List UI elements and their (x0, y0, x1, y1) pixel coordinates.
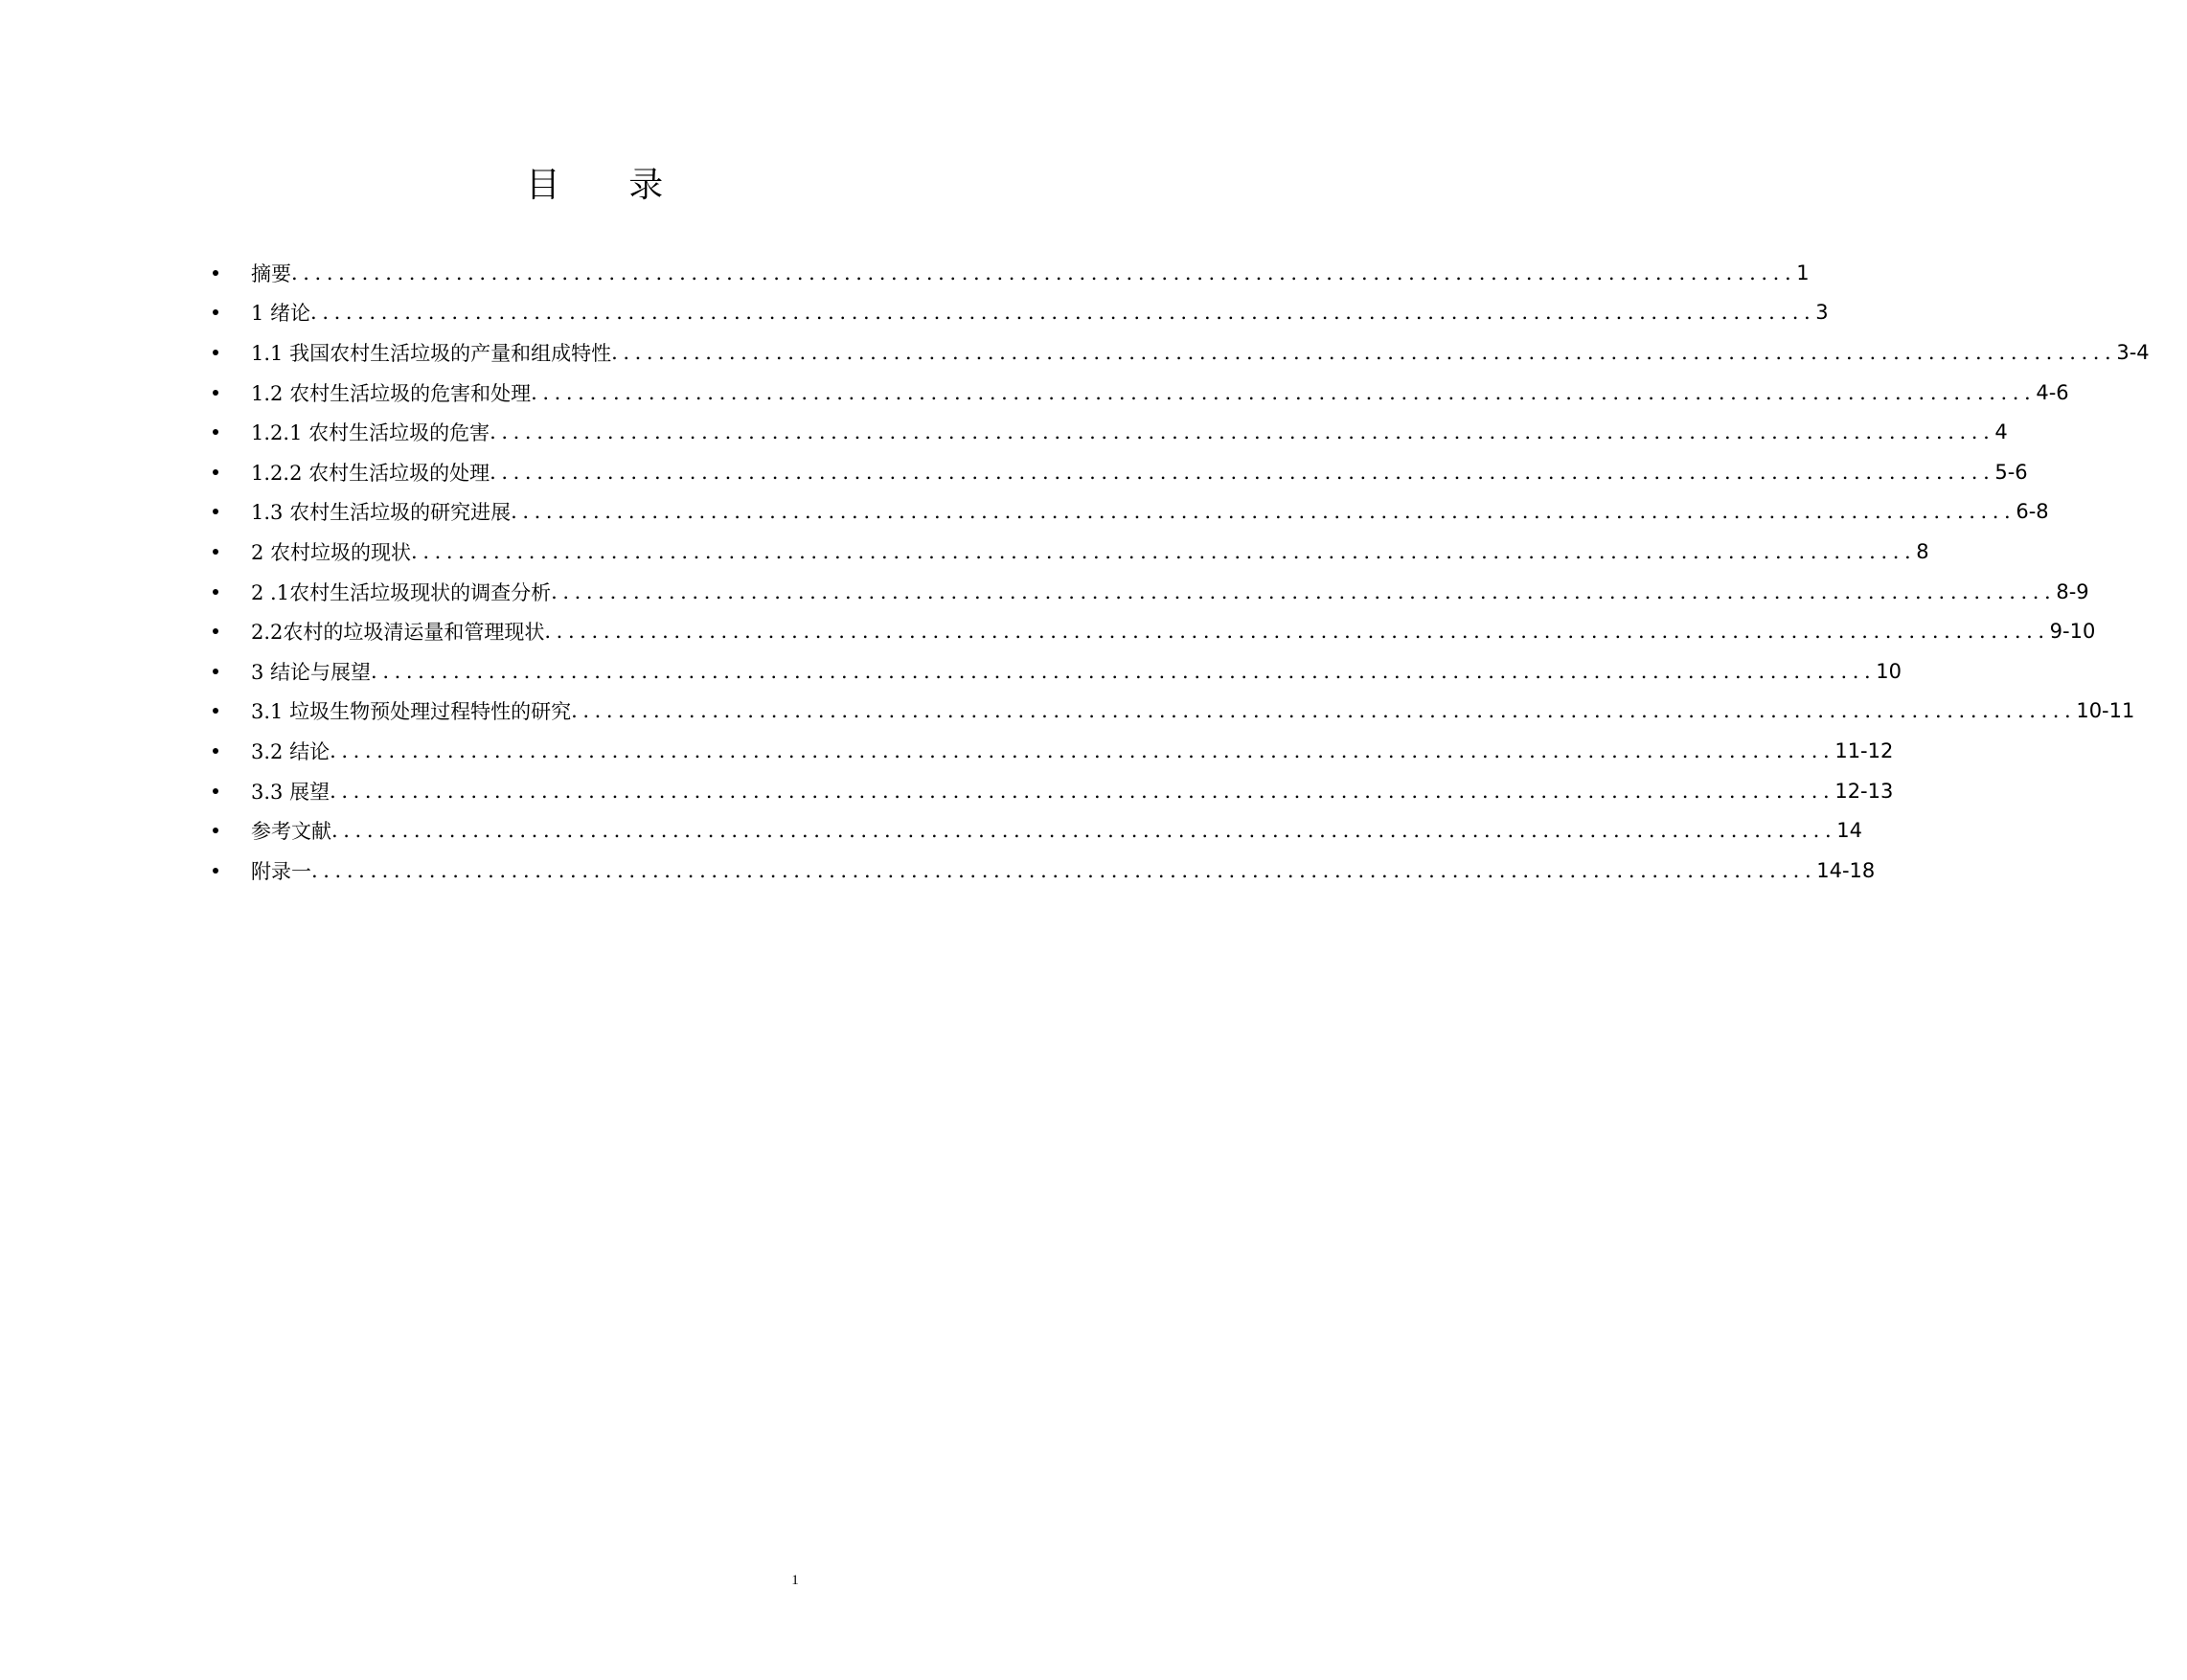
toc-entry-page: 8 (1916, 539, 1929, 563)
bullet-icon (213, 589, 218, 595)
dot-leader: ................................................................................................................................ (330, 779, 1835, 803)
toc-entry-content (251, 851, 1876, 891)
toc-entry-content (251, 651, 1902, 692)
dot-leader: ................................................................................................................................ (490, 460, 1995, 484)
toc-entry-content (251, 293, 1829, 333)
toc-entry-page: 4-6 (2036, 380, 2069, 404)
toc-entry-label: 3.1 垃圾生物预处理过程特性的研究 (251, 700, 572, 724)
toc-entry-label: 2 农村垃圾的现状 (251, 540, 412, 564)
toc-entry-content (251, 771, 1894, 811)
toc-entry-1-2[interactable] (213, 373, 2069, 413)
bullet-icon (213, 828, 218, 833)
dot-leader: ................................................................................................................................ (571, 699, 2077, 723)
toc-entry-2-1[interactable] (213, 572, 2089, 612)
dot-leader: ................................................................................................................................ (311, 858, 1817, 882)
toc-entry-content (251, 611, 2096, 651)
toc-entry-page: 9-10 (2049, 620, 2096, 644)
toc-entry-content (251, 492, 2049, 533)
page-number: 1 (791, 1573, 799, 1588)
dot-leader: ................................................................................................................................ (411, 539, 1917, 563)
toc-entry-page: 4 (1994, 420, 2008, 444)
toc-entry-label: 1.1 我国农村生活垃圾的产量和组成特性 (251, 341, 612, 365)
toc-entry-content (251, 692, 2135, 732)
bullet-icon (213, 708, 218, 714)
dot-leader: ................................................................................................................................ (531, 380, 2037, 404)
toc-entry-page: 5-6 (1994, 460, 2028, 484)
toc-entry-3[interactable] (213, 651, 1902, 692)
toc-entry-page: 12-13 (1834, 779, 1894, 803)
toc-entry-3-2[interactable] (213, 731, 1894, 771)
toc-entry-label: 2.2农村的垃圾清运量和管理现状 (251, 621, 545, 645)
toc-entry-label: 2 .1农村生活垃圾现状的调查分析 (251, 580, 552, 604)
bullet-icon (213, 669, 218, 674)
toc-entry-content (251, 373, 2069, 413)
dot-leader: ................................................................................................................................ (331, 819, 1837, 843)
table-of-contents (213, 253, 2150, 891)
toc-entry-content (251, 253, 1810, 293)
toc-entry-1[interactable] (213, 293, 1829, 333)
toc-entry-content (251, 452, 2028, 492)
toc-entry-page: 3 (1815, 301, 1829, 325)
bullet-icon (213, 509, 218, 514)
toc-entry-content (251, 810, 1862, 851)
toc-entry-content (251, 731, 1894, 771)
toc-entry-page: 14-18 (1816, 858, 1876, 882)
bullet-icon (213, 788, 218, 794)
dot-leader: ................................................................................................................................ (511, 500, 2016, 524)
bullet-icon (213, 350, 218, 355)
toc-entry-page: 10 (1876, 659, 1902, 683)
toc-entry-label: 附录一 (251, 859, 311, 883)
dot-leader: ................................................................................................................................ (371, 659, 1877, 683)
toc-entry-label: 摘要 (251, 261, 291, 285)
toc-entry-2-2[interactable] (213, 611, 2096, 651)
dot-leader: ................................................................................................................................ (310, 301, 1816, 325)
dot-leader: ................................................................................................................................ (544, 620, 2050, 644)
toc-entry-label: 参考文献 (251, 820, 331, 844)
dot-leader: ................................................................................................................................ (611, 340, 2117, 364)
toc-entry-1-3[interactable] (213, 492, 2049, 533)
toc-entry-content (251, 412, 2008, 452)
bullet-icon (213, 309, 218, 315)
toc-entry-label: 1.2.1 农村生活垃圾的危害 (251, 421, 490, 445)
dot-leader: ................................................................................................................................ (551, 579, 2057, 603)
toc-entry-2[interactable] (213, 532, 1929, 572)
toc-entry-page: 1 (1796, 261, 1810, 284)
toc-entry-page: 11-12 (1834, 738, 1894, 762)
toc-entry-content (251, 532, 1929, 572)
toc-entry-label: 1.3 农村生活垃圾的研究进展 (251, 501, 512, 525)
bullet-icon (213, 868, 218, 874)
bullet-icon (213, 390, 218, 396)
bullet-icon (213, 549, 218, 555)
toc-entry-1-2-1[interactable] (213, 412, 2008, 452)
toc-entry-label: 1.2.2 农村生活垃圾的处理 (251, 461, 490, 485)
bullet-icon (213, 270, 218, 276)
toc-entry-page: 6-8 (2016, 500, 2049, 524)
toc-entry-label: 1 绪论 (251, 302, 311, 326)
toc-entry-3-3[interactable] (213, 771, 1894, 811)
toc-entry-references[interactable] (213, 810, 1862, 851)
toc-entry-content (251, 332, 2150, 373)
toc-entry-page: 8-9 (2056, 579, 2089, 603)
toc-entry-page: 14 (1836, 819, 1862, 843)
dot-leader: ................................................................................................................................ (490, 420, 1995, 444)
dot-leader: ................................................................................................................................ (291, 261, 1797, 284)
page-title: 目 录 (525, 166, 693, 205)
bullet-icon (213, 429, 218, 435)
toc-entry-1-1[interactable] (213, 332, 2150, 373)
toc-entry-appendix-1[interactable] (213, 851, 1876, 891)
toc-entry-label: 1.2 农村生活垃圾的危害和处理 (251, 381, 532, 405)
dot-leader: ................................................................................................................................ (330, 738, 1835, 762)
bullet-icon (213, 748, 218, 754)
toc-entry-label: 3 结论与展望 (251, 660, 372, 684)
toc-entry-content (251, 572, 2089, 612)
bullet-icon (213, 628, 218, 634)
toc-entry-abstract[interactable] (213, 253, 1810, 293)
bullet-icon (213, 469, 218, 475)
toc-entry-page: 10-11 (2076, 699, 2135, 723)
toc-entry-label: 3.2 结论 (251, 739, 330, 763)
toc-entry-3-1[interactable] (213, 692, 2135, 732)
toc-entry-page: 3-4 (2116, 340, 2150, 364)
toc-entry-label: 3.3 展望 (251, 780, 330, 804)
toc-entry-1-2-2[interactable] (213, 452, 2028, 492)
